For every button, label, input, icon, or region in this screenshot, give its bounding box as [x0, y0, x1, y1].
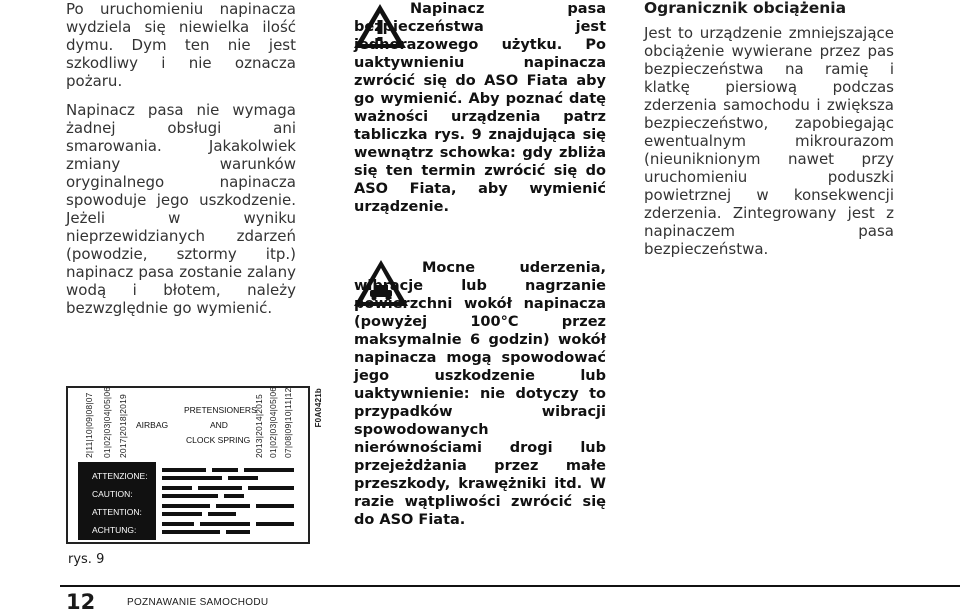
label-year-strip-1: 2017|2018|2019: [118, 394, 128, 458]
paragraph-maintenance: Napinacz pasa nie wymaga żadnej obsługi ani smarowania. Jakakolwiek zmiany warunków oryginalnego napinacza spowoduje jego uszkodzenie. Jeżeli w wyniku nieprzewidzianych zdarzeń (powodzie, sztormy itp.) napinacz pasa zostanie zalany wodą i błotem, należy bezwzględnie go wymienić.: [66, 101, 296, 317]
section-heading: Ogranicznik obciążenia: [644, 0, 847, 17]
figure-caption: rys. 9: [68, 552, 105, 567]
label-attention: ATTENTION:: [92, 507, 142, 517]
figure-code: F0A0421b: [314, 388, 323, 428]
footer-rule: [60, 585, 960, 587]
chapter-title: POZNAWANIE SAMOCHODU: [127, 597, 269, 608]
label-month-strip-1: 2|11|10|09|08|07: [84, 392, 94, 458]
load-limiter-text: Jest to urządzenie zmniejszające obciążenie wywierane przez pas bezpieczeństwa na ramię i klatkę piersiową podczas zderzenia samochodu i zwiększa bezpieczeństwo, zapobiegając ewentualnym mikrourazom (nieuniknionym nawet przy uruchomieniu poduszki powietrznej w konsekwencji zderzenia. Zintegrowany jest z napinaczem pasa bezpieczeństwa.: [644, 24, 894, 258]
label-year-strip-2: 2013|2014|2015: [254, 394, 264, 458]
label-airbag: AIRBAG: [136, 420, 169, 430]
paragraph-smoke: Po uruchomieniu napinacza wydziela się niewielka ilość dymu. Dym ten nie jest szkodliwy i nie oznacza pożaru.: [66, 0, 296, 90]
warning-text-impacts: Mocne uderzenia, wibracje lub nagrzanie powierzchni wokół napinacza (powyżej 100°C przez maksymalnie 6 godzin) wokół napinacza mogą spowodować jego uszkodzenie lub uaktywnienie: nie dotyczy to przypadków wibracji spowodowanych nierównościami drogi lub przejeżdżania przez małe przeszkody, krawężniki itd. W razie wątpliwości zwrócić się do ASO Fiata.: [354, 260, 606, 528]
label-caution: CAUTION:: [92, 489, 133, 499]
page-number: 12: [66, 590, 96, 614]
label-achtung: ACHTUNG:: [92, 525, 137, 535]
label-attenzione: ATTENZIONE:: [92, 471, 148, 481]
label-month-strip-2: 01|02|03|04|05|06: [102, 386, 112, 458]
label-and: AND: [210, 420, 228, 430]
label-month-strip-3: 01|02|03|04|05|06: [268, 386, 278, 458]
warning-text-disposable: Napinacz pasa bezpieczeństwa jest jednorazowego użytku. Po uaktywnieniu napinacza zwrócić się do ASO Fiata aby go wymienić. Aby poznać datę ważności urządzenia patrz tabliczka rys. 9 znajdująca się wewnątrz schowka: gdy zbliża się ten termin zwrócić się do ASO Fiata, aby wymienić urządzenie.: [354, 1, 606, 215]
label-clock-spring: CLOCK SPRING: [186, 435, 251, 445]
column-1: [66, 0, 296, 328]
label-pretensioners: PRETENSIONERS: [184, 405, 257, 415]
label-month-strip-4: 07|08|09|10|11|12: [283, 387, 293, 458]
